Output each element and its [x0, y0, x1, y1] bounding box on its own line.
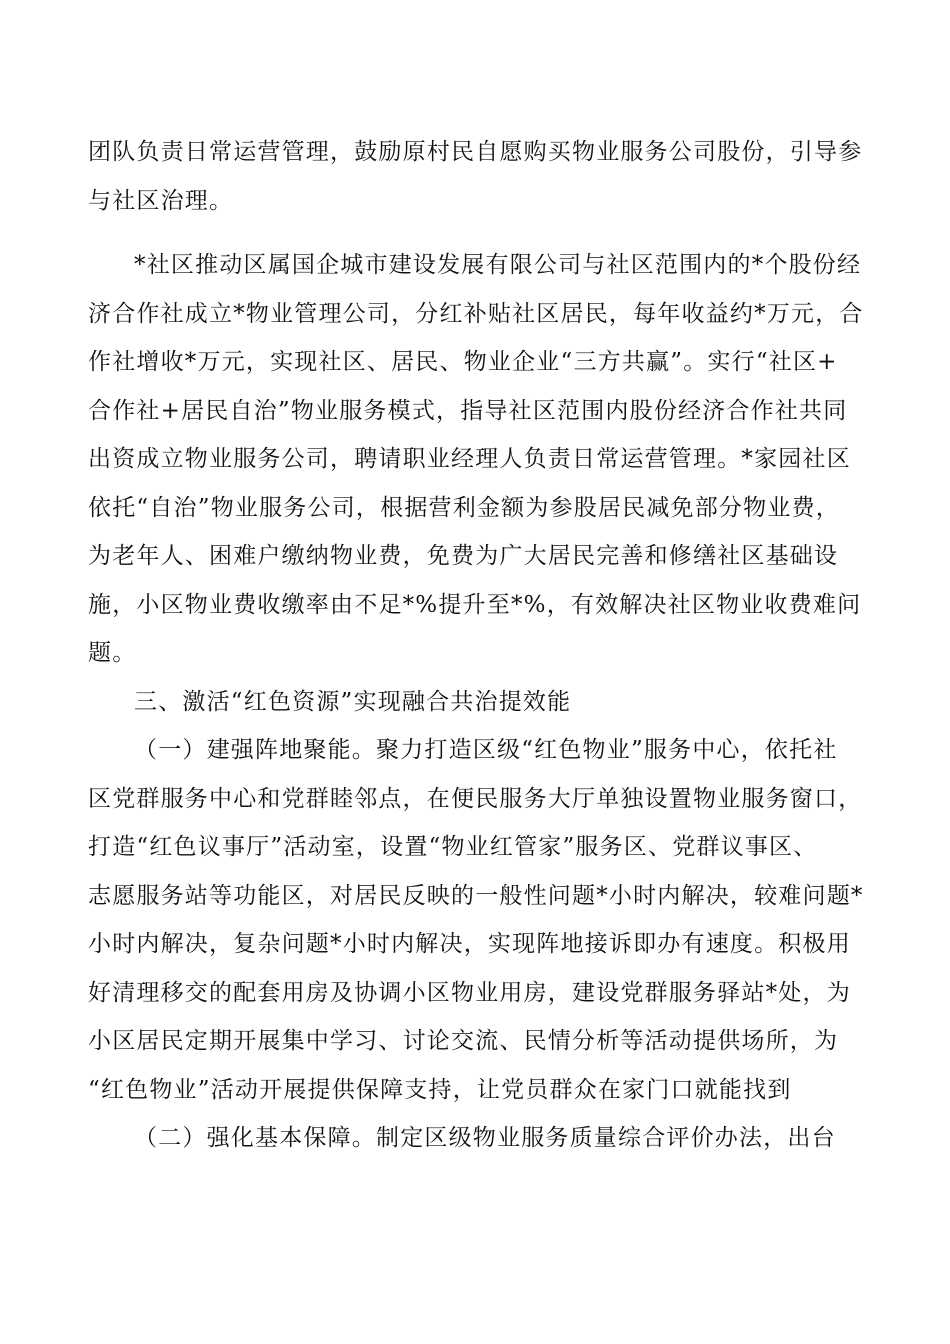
paragraph-line: 题。 — [88, 640, 137, 666]
paragraph-line: 合作社+居民自治”物业服务模式，指导社区范围内股份经济合作社共同 — [88, 397, 848, 424]
paragraph-line: *社区推动区属国企城市建设发展有限公司与社区范围内的*个股份经 — [134, 252, 862, 278]
paragraph-line: 小区居民定期开展集中学习、讨论交流、民情分析等活动提供场所，为 — [88, 1028, 839, 1054]
heading-line: 三、激活“红色资源”实现融合共治提效能 — [134, 688, 572, 715]
paragraph-line: 济合作社成立*物业管理公司，分红补贴社区居民，每年收益约*万元，合 — [88, 300, 864, 327]
paragraph-line: 区党群服务中心和党群睦邻点，在便民服务大厅单独设置物业服务窗口， — [88, 785, 863, 812]
paragraph-line: 好清理移交的配套用房及协调小区物业用房，建设党群服务驿站*处，为 — [88, 979, 851, 1006]
document-body — [88, 128, 862, 1163]
paragraph-line: （一）建强阵地聚能。聚力打造区级“红色物业”服务中心，依托社 — [134, 737, 838, 763]
paragraph-line: 出资成立物业服务公司，聘请职业经理人负责日常运营管理。*家园社区 — [88, 446, 851, 472]
paragraph-line: 志愿服务站等功能区，对居民反映的一般性问题*小时内解决，较难问题* — [88, 882, 864, 909]
paragraph-line: 团队负责日常运营管理，鼓励原村民自愿购买物业服务公司股份，引导参 — [88, 139, 863, 165]
paragraph-line: 施，小区物业费收缴率由不足*%提升至*%，有效解决社区物业收费难问 — [88, 591, 862, 618]
paragraph-line: 与社区治理。 — [88, 187, 234, 214]
paragraph-line: 小时内解决，复杂问题*小时内解决，实现阵地接诉即办有速度。积极用 — [88, 931, 851, 957]
paragraph-line: 打造“红色议事厅”活动室，设置“物业红管家”服务区、党群议事区、 — [88, 834, 818, 860]
paragraph-3 — [88, 726, 862, 1114]
paragraph-2 — [88, 241, 862, 678]
paragraph-4 — [88, 1114, 862, 1163]
paragraph-line: （二）强化基本保障。制定区级物业服务质量综合评价办法，出台 — [134, 1125, 836, 1151]
paragraph-line: 为老年人、困难户缴纳物业费，免费为广大居民完善和修缮社区基础设 — [88, 543, 839, 569]
paragraph-line: “红色物业”活动开展提供保障支持，让党员群众在家门口就能找到 — [88, 1076, 792, 1103]
paragraph-line: 作社增收*万元，实现社区、居民、物业企业“三方共赢”。实行“社区+ — [88, 349, 838, 375]
paragraph-line: 依托“自治”物业服务公司，根据营利金额为参股居民减免部分物业费， — [88, 494, 840, 521]
section-heading — [88, 678, 862, 727]
paragraph-1 — [88, 128, 862, 225]
